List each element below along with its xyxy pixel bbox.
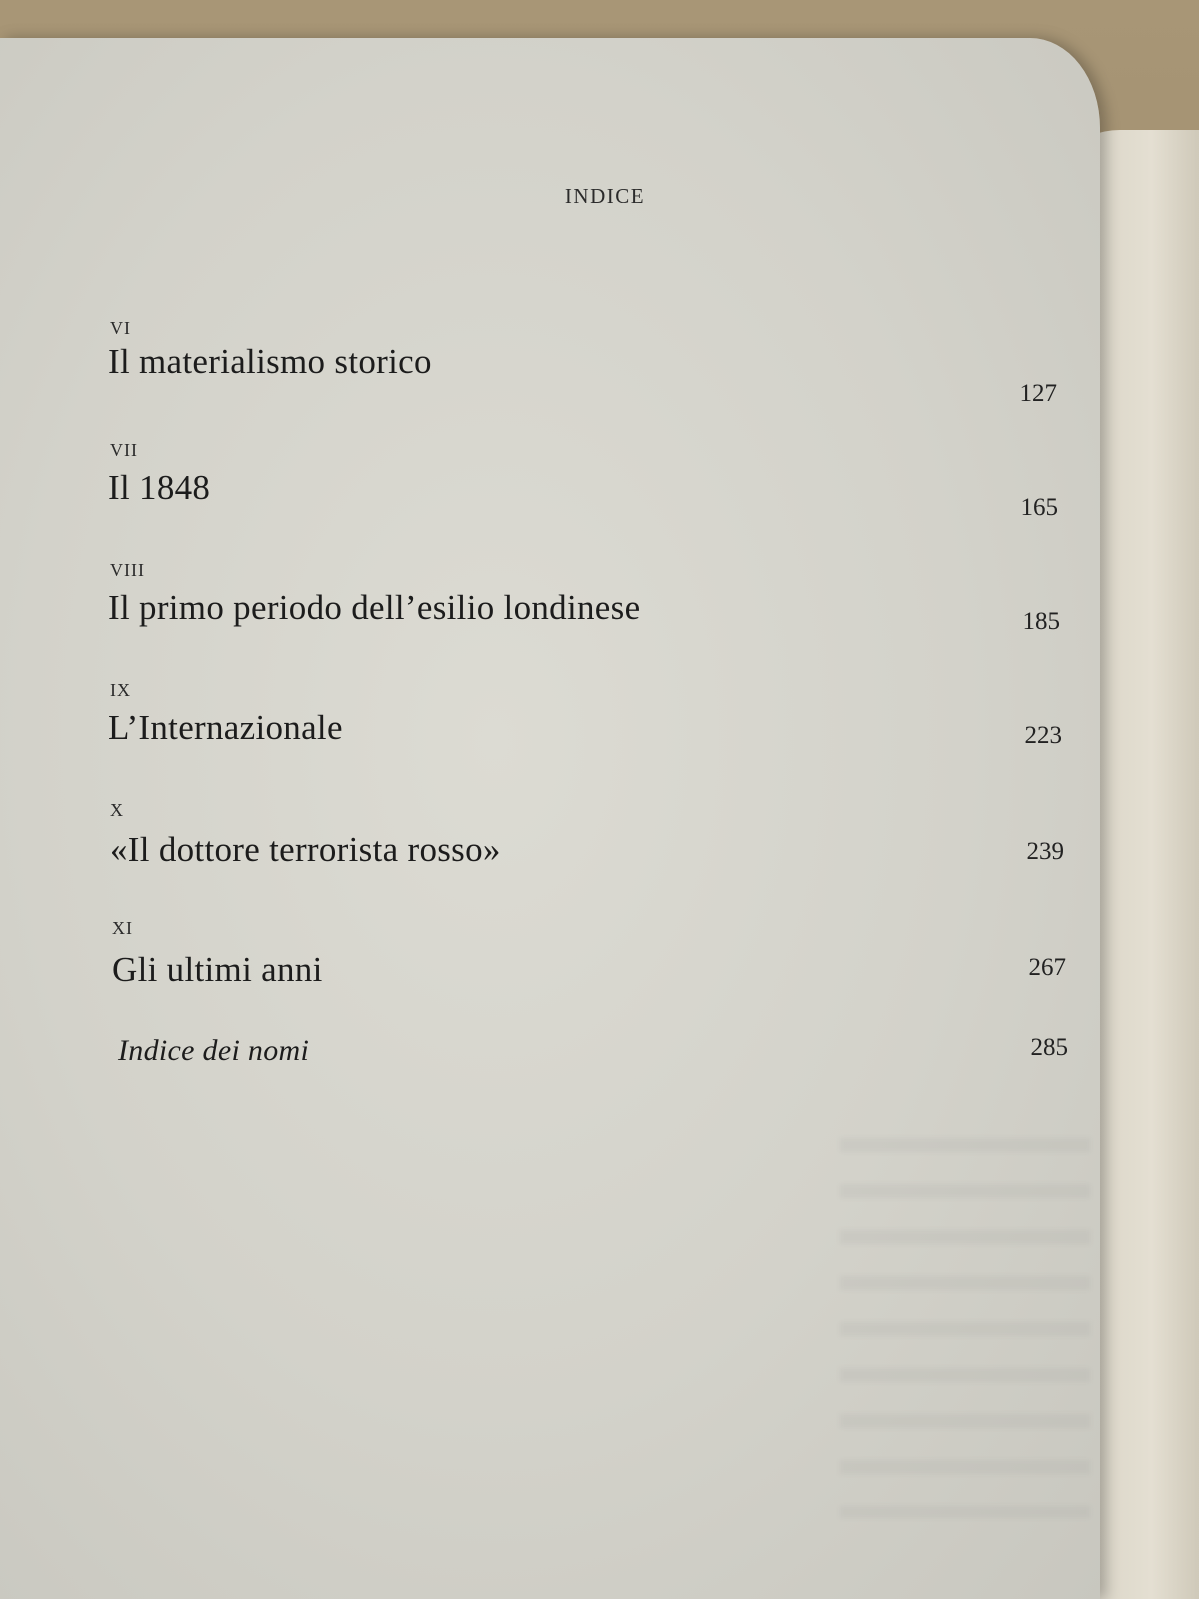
show-through-text — [840, 1138, 1090, 1518]
chapter-title: «Il dottore terrorista rosso» — [110, 830, 501, 869]
chapter-title: L’Internazionale — [108, 708, 343, 747]
chapter-number: VII — [110, 440, 138, 460]
chapter-number: X — [110, 800, 124, 820]
chapter-page-number: 127 — [1019, 380, 1057, 407]
appendix-page-number: 285 — [1030, 1034, 1068, 1061]
chapter-title: Il materialismo storico — [108, 342, 432, 381]
page-header: INDICE — [564, 184, 646, 208]
chapter-number: IX — [110, 680, 131, 700]
chapter-title: Gli ultimi anni — [112, 950, 323, 989]
appendix-title: Indice dei nomi — [118, 1034, 310, 1067]
chapter-number: VIII — [110, 560, 145, 580]
chapter-title: Il primo periodo dell’esilio londinese — [108, 588, 641, 627]
chapter-number: VI — [110, 318, 131, 338]
book-page — [0, 38, 1100, 1599]
chapter-page-number: 165 — [1020, 494, 1058, 521]
chapter-number: XI — [112, 918, 133, 938]
chapter-page-number: 223 — [1024, 722, 1062, 749]
chapter-page-number: 185 — [1022, 608, 1060, 635]
chapter-title: Il 1848 — [108, 468, 211, 507]
chapter-page-number: 267 — [1028, 954, 1066, 981]
chapter-page-number: 239 — [1026, 838, 1064, 865]
